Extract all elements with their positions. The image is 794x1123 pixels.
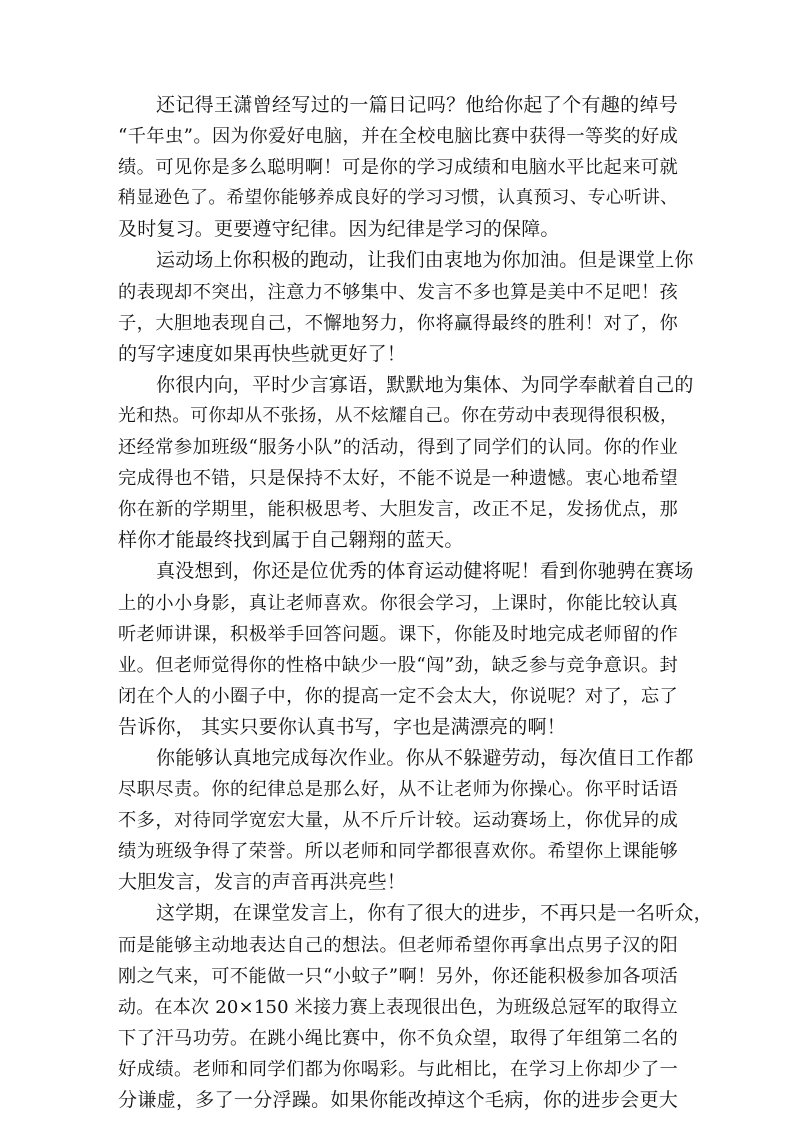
text-line: 及时复习。更要遵守纪律。因为纪律是学习的保障。 bbox=[118, 218, 560, 241]
text-line: 绩。可见你是多么聪明啊！可是你的学习成绩和电脑水平比起来可就 bbox=[118, 157, 678, 179]
text-line: 子，大胆地表现自己，不懈地努力，你将赢得最终的胜利！对了，你 bbox=[118, 312, 678, 334]
text-line: “千年虫”。因为你爱好电脑，并在全校电脑比赛中获得一等奖的好成 bbox=[118, 126, 678, 148]
text-line: 刚之气来，可不能做一只“小蚊子”啊！另外，你还能积极参加各项活 bbox=[118, 965, 678, 987]
text-line: 分谦虚，多了一分浮躁。如果你能改掉这个毛病，你的进步会更大 bbox=[118, 1089, 678, 1111]
text-line: 大胆发言，发言的声音再洪亮些！ bbox=[118, 871, 407, 894]
text-line: 听老师讲课，积极举手回答问题。课下，你能及时地完成老师留的作 bbox=[118, 623, 678, 645]
paragraph-4 bbox=[118, 556, 694, 743]
text-line: 还记得王潇曾经写过的一篇日记吗？他给你起了个有趣的绰号 bbox=[156, 94, 678, 116]
text-line: 样你才能最终找到属于自己翱翔的蓝天。 bbox=[118, 529, 464, 552]
text-line: 稍显逊色了。希望你能够养成良好的学习习惯，认真预习、专心听讲、 bbox=[118, 188, 678, 209]
paragraph-3 bbox=[118, 370, 694, 557]
text-line: 绩为班级争得了荣誉。所以老师和同学都很喜欢你。希望你上课能够 bbox=[118, 841, 678, 863]
text-line: 运动场上你积极的跑动，让我们由衷地为你加油。但是课堂上你 bbox=[156, 249, 694, 272]
text-line: 不多，对待同学宽宏大量，从不斤斤计较。运动赛场上，你优异的成 bbox=[118, 810, 678, 832]
paragraph-6 bbox=[118, 898, 713, 1116]
text-line: 你在新的学期里，能积极思考、大胆发言，改正不足，发扬优点，那 bbox=[118, 499, 678, 521]
text-line: 的表现却不突出，注意力不够集中、发言不多也算是美中不足吧！孩 bbox=[118, 281, 678, 303]
text-line: 闭在个人的小圈子中，你的提高一定不会太大，你说呢？对了，忘了 bbox=[118, 685, 678, 707]
text-line: 好成绩。老师和同学们都为你喝彩。与此相比，在学习上你却少了一 bbox=[118, 1058, 678, 1080]
document-page bbox=[118, 90, 713, 1116]
text-line: 上的小小身影，真让老师喜欢。你很会学习，上课时，你能比较认真 bbox=[118, 592, 678, 614]
paragraph-2 bbox=[118, 245, 694, 369]
text-line: 真没想到，你还是位优秀的体育运动健将呢！看到你驰骋在赛场 bbox=[156, 560, 694, 583]
text-line: 动。在本次 20×150 米接力赛上表现很出色，为班级总冠军的取得立 bbox=[118, 996, 678, 1018]
paragraph-1 bbox=[118, 90, 678, 245]
text-line: 尽职尽责。你的纪律总是那么好，从不让老师为你操心。你平时话语 bbox=[118, 779, 678, 801]
text-line: 你能够认真地完成每次作业。你从不躲避劳动，每次值日工作都 bbox=[156, 746, 694, 769]
text-line: 完成得也不错，只是保持不太好，不能不说是一种遗憾。衷心地希望 bbox=[118, 468, 678, 490]
text-line: 的写字速度如果再快些就更好了！ bbox=[118, 342, 407, 365]
text-line: 这学期，在课堂发言上，你有了很大的进步，不再只是一名听众， bbox=[156, 902, 713, 925]
text-line: 下了汗马功劳。在跳小绳比赛中，你不负众望，取得了年组第二名的 bbox=[118, 1027, 678, 1049]
text-line: 光和热。可你却从不张扬，从不炫耀自己。你在劳动中表现得很积极， bbox=[118, 405, 678, 426]
paragraph-5 bbox=[118, 743, 694, 898]
text-line: 还经常参加班级“服务小队”的活动，得到了同学们的认同。你的作业 bbox=[118, 437, 678, 459]
text-line: 业。但老师觉得你的性格中缺少一股“闯”劲，缺乏参与竞争意识。封 bbox=[118, 654, 678, 676]
text-line: 而是能够主动地表达自己的想法。但老师希望你再拿出点男子汉的阳 bbox=[118, 934, 678, 956]
text-line: 告诉你， 其实只要你认真书写，字也是满漂亮的啊！ bbox=[118, 715, 566, 738]
text-line: 你很内向，平时少言寡语，默默地为集体、为同学奉献着自己的 bbox=[156, 373, 694, 396]
